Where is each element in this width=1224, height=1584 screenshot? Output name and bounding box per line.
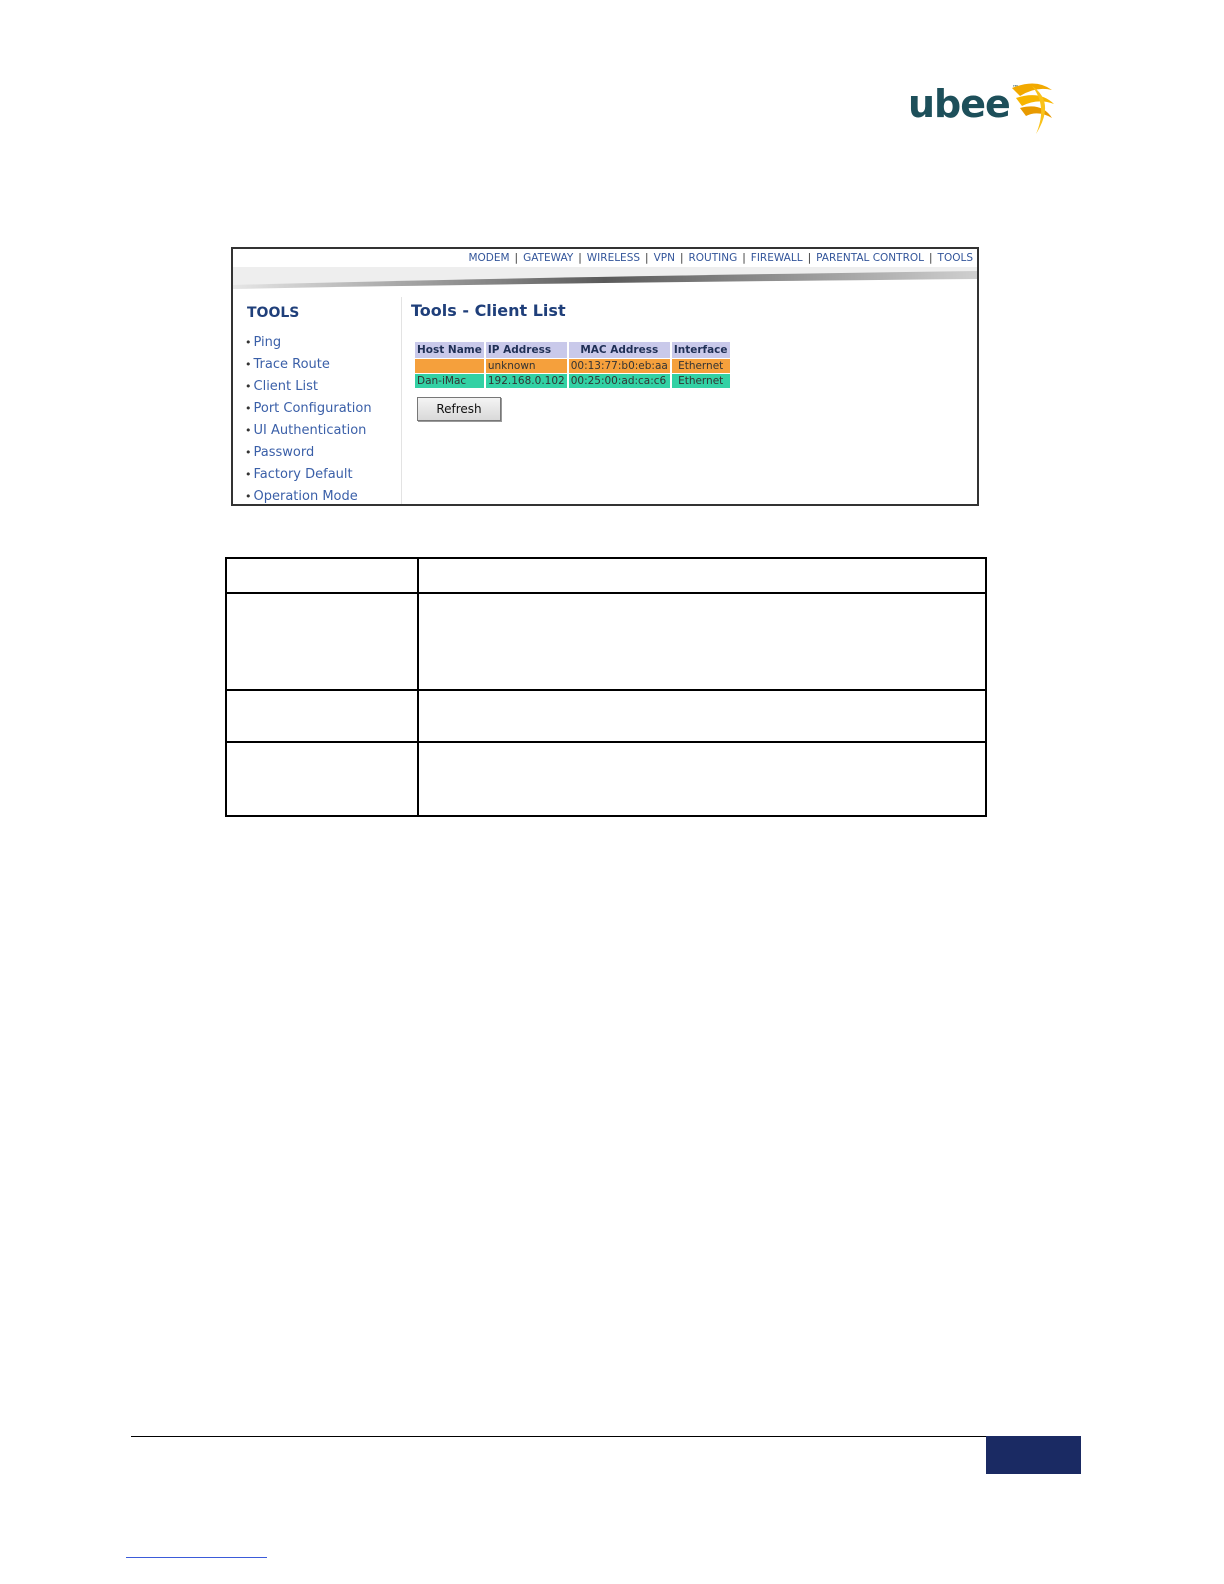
sidebar-item-label: Client List <box>253 379 318 394</box>
ubee-wing-icon <box>1006 78 1058 136</box>
sidebar-item-client-list[interactable]: • Client List <box>245 379 318 394</box>
sidebar-item-label: UI Authentication <box>253 423 367 438</box>
table-row <box>226 593 986 690</box>
nav-wireless[interactable]: WIRELESS <box>586 252 641 264</box>
cell-interface: Ethernet <box>672 374 730 388</box>
sidebar-item-label: Port Configuration <box>253 401 372 416</box>
router-ui-screenshot <box>231 247 979 506</box>
refresh-button[interactable]: Refresh <box>417 397 501 421</box>
cell-ip: unknown <box>486 359 567 373</box>
description-table <box>225 557 987 817</box>
table-row <box>226 558 986 593</box>
footer-rule <box>131 1436 986 1437</box>
sidebar-item-trace-route[interactable]: • Trace Route <box>245 357 330 372</box>
cell-ip: 192.168.0.102 <box>487 375 565 387</box>
sidebar-item-port-configuration[interactable]: • Port Configuration <box>245 401 372 416</box>
sidebar-item-label: Factory Default <box>253 467 353 482</box>
sidebar-item-label: Password <box>253 445 315 460</box>
nav-routing[interactable]: ROUTING <box>688 252 738 264</box>
sidebar-item-operation-mode[interactable]: • Operation Mode <box>245 489 358 504</box>
cell-mac: 00:13:77:b0:eb:aa <box>570 360 668 372</box>
top-nav: MODEM | GATEWAY | WIRELESS | VPN | ROUTING | FIREWALL | PARENTAL CONTROL | TOOLS <box>468 252 973 264</box>
sidebar-item-ui-authentication[interactable]: • UI Authentication <box>245 423 367 438</box>
table-row <box>415 359 730 373</box>
sidebar-item-password[interactable]: • Password <box>245 445 315 460</box>
sidebar-item-label: Trace Route <box>253 357 330 372</box>
sidebar-menu <box>245 335 372 506</box>
col-ip-address: IP Address <box>486 342 567 358</box>
sidebar <box>233 297 402 506</box>
col-host-name: Host Name <box>417 344 482 356</box>
sidebar-title: TOOLS <box>247 305 300 321</box>
table-header-row <box>415 342 730 358</box>
nav-vpn[interactable]: VPN <box>653 252 675 264</box>
nav-firewall[interactable]: FIREWALL <box>750 252 803 264</box>
cell-interface: Ethernet <box>672 359 730 373</box>
cell-mac: 00:25:00:ad:ca:c6 <box>569 374 670 388</box>
page-number-box <box>986 1436 1081 1474</box>
footer-link-underline <box>126 1557 267 1558</box>
header-swoosh <box>233 267 977 293</box>
sidebar-item-ping[interactable]: • Ping <box>245 335 282 350</box>
sidebar-item-label: Operation Mode <box>253 489 358 504</box>
table-row <box>226 690 986 742</box>
nav-parental-control[interactable]: PARENTAL CONTROL <box>816 252 924 264</box>
table-row <box>226 742 986 816</box>
client-list-table <box>413 341 732 389</box>
ubee-logo <box>908 78 1068 140</box>
nav-modem[interactable]: MODEM <box>468 252 510 264</box>
sidebar-item-factory-default[interactable]: • Factory Default <box>245 467 353 482</box>
table-row <box>415 374 730 388</box>
nav-gateway[interactable]: GATEWAY <box>523 252 574 264</box>
col-interface: Interface <box>673 344 728 356</box>
cell-host <box>415 359 484 373</box>
nav-tools[interactable]: TOOLS <box>937 252 973 264</box>
logo-wordmark: ubee <box>908 82 1010 126</box>
col-mac-address: MAC Address <box>569 342 670 358</box>
page-title: Tools - Client List <box>411 301 566 320</box>
sidebar-item-label: Ping <box>253 335 282 350</box>
cell-host: Dan-iMac <box>415 374 484 388</box>
